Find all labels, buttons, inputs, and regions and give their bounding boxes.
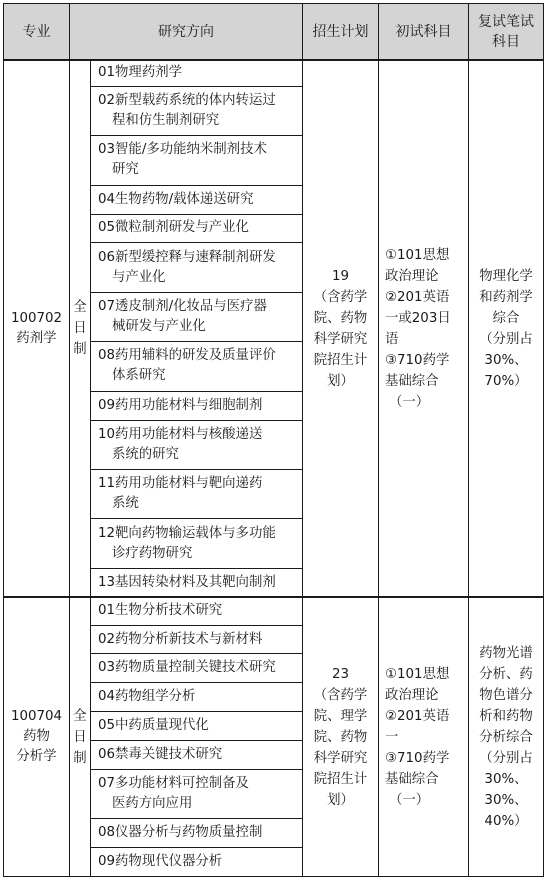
table-row bbox=[4, 597, 544, 625]
direction-cell: 08药用辅料的研发及质量评价 体系研究 bbox=[91, 342, 303, 391]
direction-cell: 06禁毒关键技术研究 bbox=[91, 740, 303, 769]
direction-cell: 09药用功能材料与细胞制剂 bbox=[91, 391, 303, 420]
direction-cell: 04药物组学分析 bbox=[91, 683, 303, 712]
exam-cell: ①101思想 政治理论 ②201英语 一或203日 语 ③710药学 基础综合 （一） bbox=[379, 60, 469, 597]
direction-cell: 01生物分析技术研究 bbox=[91, 597, 303, 625]
direction-cell: 03药物质量控制关键技术研究 bbox=[91, 654, 303, 683]
study-mode-cell: 全 日 制 bbox=[70, 60, 91, 597]
direction-cell: 12靶向药物输运载体与多功能 诊疗药物研究 bbox=[91, 519, 303, 568]
direction-cell: 08仪器分析与药物质量控制 bbox=[91, 819, 303, 848]
retest-cell: 药物光谱 分析、药 物色谱分 析和药物 分析综合 （分别占 30%、 30%、 40%） bbox=[469, 597, 544, 876]
plan-cell: 23 （含药学 院、理学 院、药物 科学研究 院招生计 划） bbox=[303, 597, 379, 876]
retest-cell: 物理化学 和药剂学 综合 （分别占 30%、 70%） bbox=[469, 60, 544, 597]
direction-cell: 03智能/多功能纳米制剂技术 研究 bbox=[91, 136, 303, 185]
header-exam: 初试科目 bbox=[379, 4, 469, 61]
header-plan: 招生计划 bbox=[303, 4, 379, 61]
header-direction: 研究方向 bbox=[70, 4, 303, 61]
direction-cell: 01物理药剂学 bbox=[91, 60, 303, 86]
exam-cell: ①101思想 政治理论 ②201英语 一 ③710药学 基础综合 （一） bbox=[379, 597, 469, 876]
direction-cell: 02新型载药系统的体内转运过 程和仿生制剂研究 bbox=[91, 86, 303, 135]
header-major: 专业 bbox=[4, 4, 70, 61]
direction-cell: 09药物现代仪器分析 bbox=[91, 848, 303, 877]
header-row bbox=[4, 4, 544, 61]
direction-cell: 07透皮制剂/化妆品与医疗器 械研发与产业化 bbox=[91, 292, 303, 341]
direction-cell: 05微粒制剂研发与产业化 bbox=[91, 214, 303, 243]
plan-cell: 19 （含药学 院、药物 科学研究 院招生计 划） bbox=[303, 60, 379, 597]
header-retest: 复试笔试 科目 bbox=[469, 4, 544, 61]
direction-cell: 13基因转染材料及其靶向制剂 bbox=[91, 568, 303, 597]
direction-cell: 04生物药物/载体递送研究 bbox=[91, 185, 303, 214]
direction-cell: 11药用功能材料与靶向递药 系统 bbox=[91, 470, 303, 519]
major-cell: 100702 药剂学 bbox=[4, 60, 70, 597]
direction-cell: 07多功能材料可控制备及 医药方向应用 bbox=[91, 769, 303, 818]
major-cell: 100704 药物 分析学 bbox=[4, 597, 70, 876]
direction-cell: 10药用功能材料与核酸递送 系统的研究 bbox=[91, 420, 303, 469]
admissions-table bbox=[3, 3, 544, 877]
direction-cell: 02药物分析新技术与新材料 bbox=[91, 625, 303, 654]
table-row bbox=[4, 60, 544, 86]
direction-cell: 06新型缓控释与速释制剂研发 与产业化 bbox=[91, 243, 303, 292]
study-mode-cell: 全 日 制 bbox=[70, 597, 91, 876]
direction-cell: 05中药质量现代化 bbox=[91, 712, 303, 741]
